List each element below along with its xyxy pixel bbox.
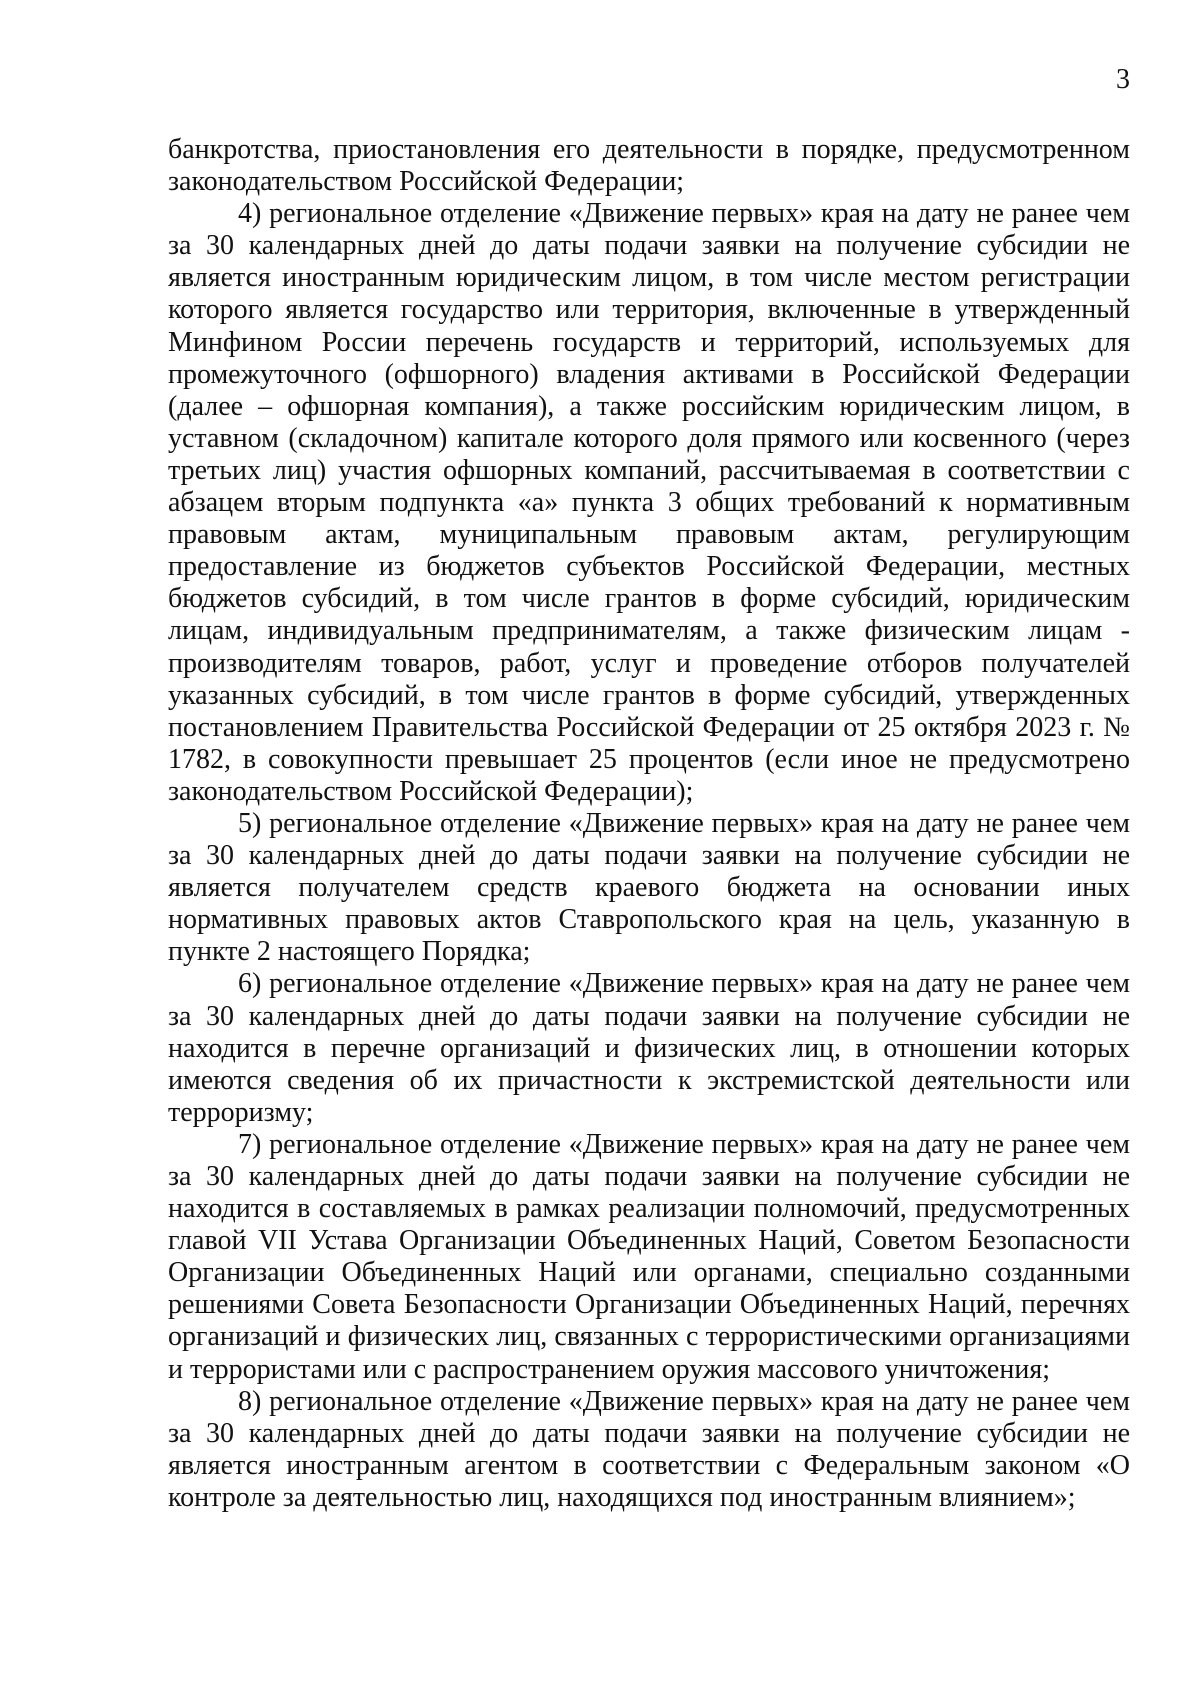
document-body <box>168 134 1130 1514</box>
paragraph-item-5: 5) региональное отделение «Движение первых» края на дату не ранее чем за 30 календарных дней до даты подачи заявки на получение субсидии не является получателем средств краевого бюджета на основании иных нормативных правовых актов Ставропольского края на цель, указанную в пункте 2 настоящего Порядка; <box>168 807 1130 968</box>
page-number: 3 <box>1116 64 1130 95</box>
paragraph-continuation: банкротства, приостановления его деятельности в порядке, предусмотренном законодательством Российской Федерации; <box>168 134 1130 198</box>
paragraph-item-6: 6) региональное отделение «Движение первых» края на дату не ранее чем за 30 календарных дней до даты подачи заявки на получение субсидии не находится в перечне организаций и физических лиц, в отношении которых имеются сведения об их причастности к экстремистской деятельности или терроризму; <box>168 968 1130 1128</box>
paragraph-item-4: 4) региональное отделение «Движение первых» края на дату не ранее чем за 30 календарных дней до даты подачи заявки на получение субсидии не является иностранным юридическим лицом, в том числе местом регистрации которого является государство или территория, включенные в утвержденный Минфином России перечень государств и территорий, используемых для промежуточного (офшорного) владения активами в Российской Федерации (далее – офшорная компания), а также российским юридическим лицом, в уставном (складочном) капитале которого доля прямого или косвенного (через третьих лиц) участия офшорных компаний, рассчитываемая в соответствии с абзацем вторым подпункта «а» пункта 3 общих требований к нормативным правовым актам, муниципальным правовым актам, регулирующим предоставление из бюджетов субъектов Российской Федерации, местных бюджетов субсидий, в том числе грантов в форме субсидий, юридическим лицам, индивидуальным предпринимателям, а также физическим лицам - производителям товаров, работ, услуг и проведение отборов получателей указанных субсидий, в том числе грантов в форме субсидий, утвержденных постановлением Правительства Российской Федерации от 25 октября 2023 г. № 1782, в совокупности превышает 25 процентов (если иное не предусмотрено законодательством Российской Федерации); <box>168 198 1130 807</box>
paragraph-item-8: 8) региональное отделение «Движение первых» края на дату не ранее чем за 30 календарных дней до даты подачи заявки на получение субсидии не является иностранным агентом в соответствии с Федеральным законом «О контроле за деятельностью лиц, находящихся под иностранным влиянием»; <box>168 1385 1130 1513</box>
paragraph-item-7: 7) региональное отделение «Движение первых» края на дату не ранее чем за 30 календарных дней до даты подачи заявки на получение субсидии не находится в составляемых в рамках реализации полномочий, предусмотренных главой VII Устава Организации Объединенных Наций, Советом Безопасности Организации Объединенных Наций или органами, специально созданными решениями Совета Безопасности Организации Объединенных Наций, перечнях организаций и физических лиц, связанных с террористическими организациями и террористами или с распространением оружия массового уничтожения; <box>168 1128 1130 1385</box>
